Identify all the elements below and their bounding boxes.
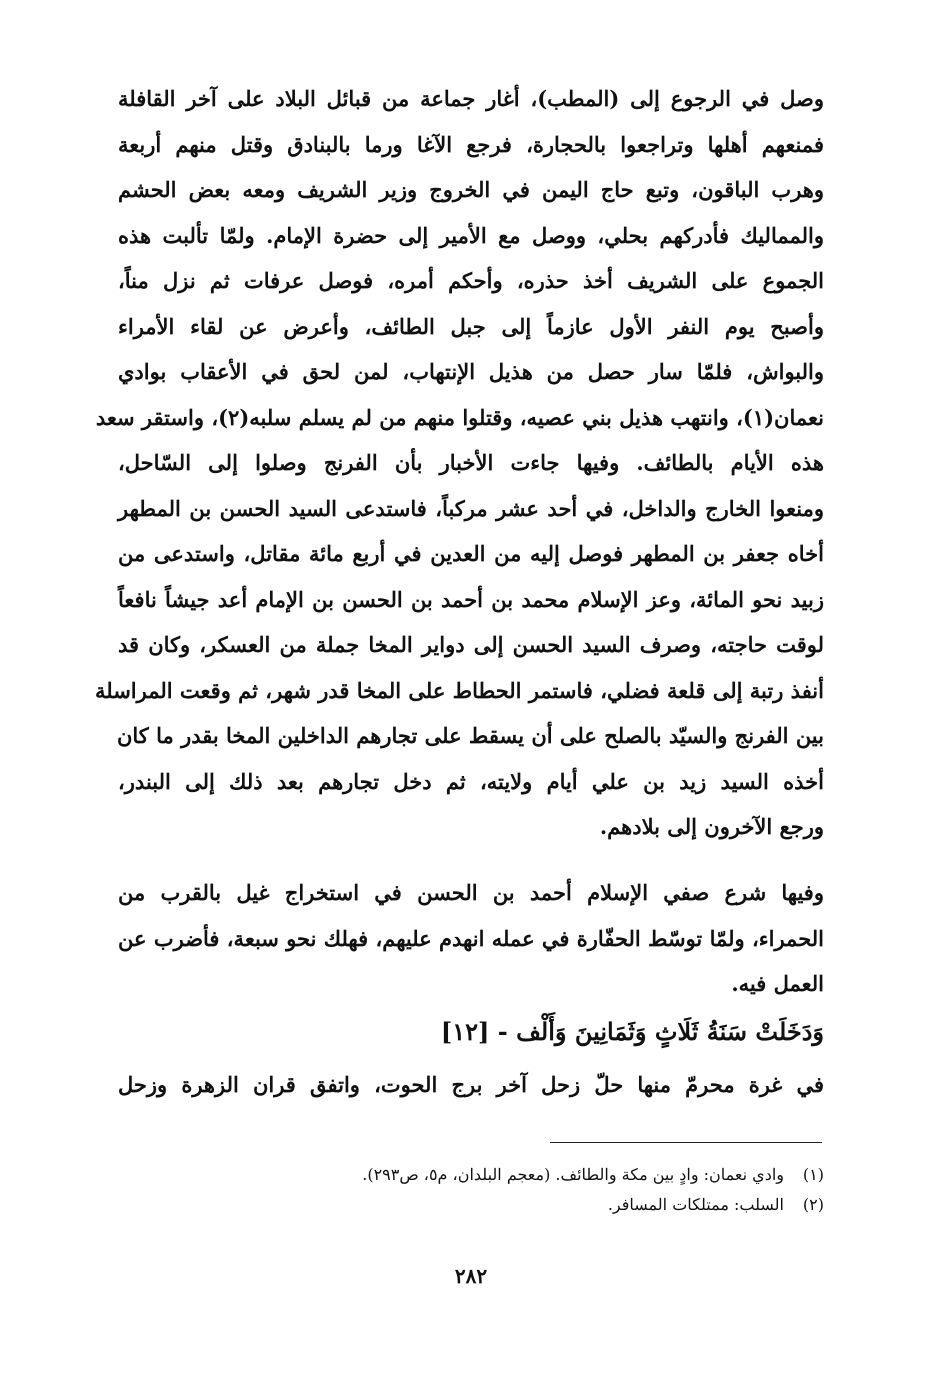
paragraph-well	[118, 870, 824, 1007]
text-line: وصل في الرجوع إلى (المطب)، أغار جماعة من قبائل البلاد على آخر القافلة	[118, 86, 824, 111]
page-number: ٢٨٢	[454, 1264, 488, 1288]
text-line: نعمان(١)، وانتهب هذيل بني عصيه، وقتلوا منهم من لم يسلم سلبه(٢)، واستقر سعد	[95, 404, 824, 430]
text-line: ومنعوا الخارج والداخل، في أحد عشر مركباً، فاستدعى السيد الحسن بن المطهر	[118, 495, 824, 521]
text-line: أخذه السيد زيد بن علي أيام ولايته، ثم دخل تجارهم بعد ذلك إلى البندر،	[118, 768, 824, 794]
text-line: فمنعهم أهلها وتراجعوا بالحجارة، فرجع الآغا ورما بالبنادق وقتل منهم أربعة	[118, 131, 824, 157]
text-line: بين الفرنج والسيّد بالصلح على أن يسقط على تجارهم الداخلين المخا بقدر ما كان	[116, 723, 824, 748]
text-line: لوقت حاجته، وصرف السيد الحسن إلى دواير المخا جملة من العسكر، وكان قد	[118, 632, 824, 657]
footnote-divider	[550, 1142, 822, 1143]
text-line: أخاه جعفر بن المطهر فوصل إليه من العدين في أربع مائة مقاتل، واستدعى من	[118, 541, 824, 566]
year-heading: وَدَخَلَتْ سَنَةُ ثَلَاثٍ وَثَمَانِينَ وَأَلْف - [١٢]	[440, 1017, 824, 1046]
footnote-text: وادي نعمان: وادٍ بين مكة والطائف. (معجم البلدان، م٥، ص٢٩٣).	[362, 1165, 784, 1184]
text-line: الحمراء، ولمّا توسّط الحفّارة في عمله انهدم عليهم، فهلك نحو سبعة، فأضرب عن	[118, 925, 824, 951]
footnote-item	[118, 1160, 824, 1190]
text-line: زبيد نحو المائة، وعز الإسلام محمد بن أحمد بن الحسن بن الإمام أعد جيشاً نافعاً	[118, 586, 824, 612]
footnotes	[118, 1160, 824, 1220]
text-line: وأصبح يوم النفر الأول عازماً إلى جبل الطائف، وأعرض عن لقاء الأمراء	[118, 313, 824, 339]
footnote-number: (١)	[802, 1165, 824, 1184]
paragraph-main	[95, 76, 824, 850]
footnote-number: (٢)	[802, 1195, 824, 1214]
text-line: والبواش، فلمّا سار حصل من هذيل الإنتهاب، لمن لحق في الأعقاب بوادي	[118, 359, 824, 384]
text-line: في غرة محرمّ منها حلّ زحل آخر برج الحوت، واتفق قران الزهرة وزحل	[118, 1072, 824, 1097]
text-line: وهرب الباقون، وتبع حاج اليمن في الخروج وزير الشريف ومعه بعض الحشم	[118, 177, 824, 202]
text-line: وفيها شرع صفي الإسلام أحمد بن الحسن في استخراج غيل بالقرب من	[118, 880, 824, 905]
text-line: هذه الأيام بالطائف. وفيها جاءت الأخبار بأن الفرنج وصلوا إلى السّاحل،	[118, 450, 824, 475]
text-line: العمل فيه.	[731, 971, 824, 996]
footnote-text: السلب: ممتلكات المسافر.	[607, 1195, 784, 1214]
text-line: أنفذ رتبة إلى قلعة فضلي، فاستمر الحطاط على المخا قدر شهر، ثم وقعت المراسلة	[95, 677, 824, 703]
footnote-item	[118, 1190, 824, 1220]
paragraph-year-start	[118, 1062, 824, 1108]
text-line: الجموع على الشريف أخذ حذره، وأحكم أمره، فوصل عرفات ثم نزل مناً،	[118, 268, 824, 293]
text-line: والمماليك فأدركهم بحلي، ووصل مع الأمير إلى حضرة الإمام. ولمّا تألبت هذه	[118, 222, 824, 248]
text-line: ورجع الآخرون إلى بلادهم.	[599, 814, 824, 839]
